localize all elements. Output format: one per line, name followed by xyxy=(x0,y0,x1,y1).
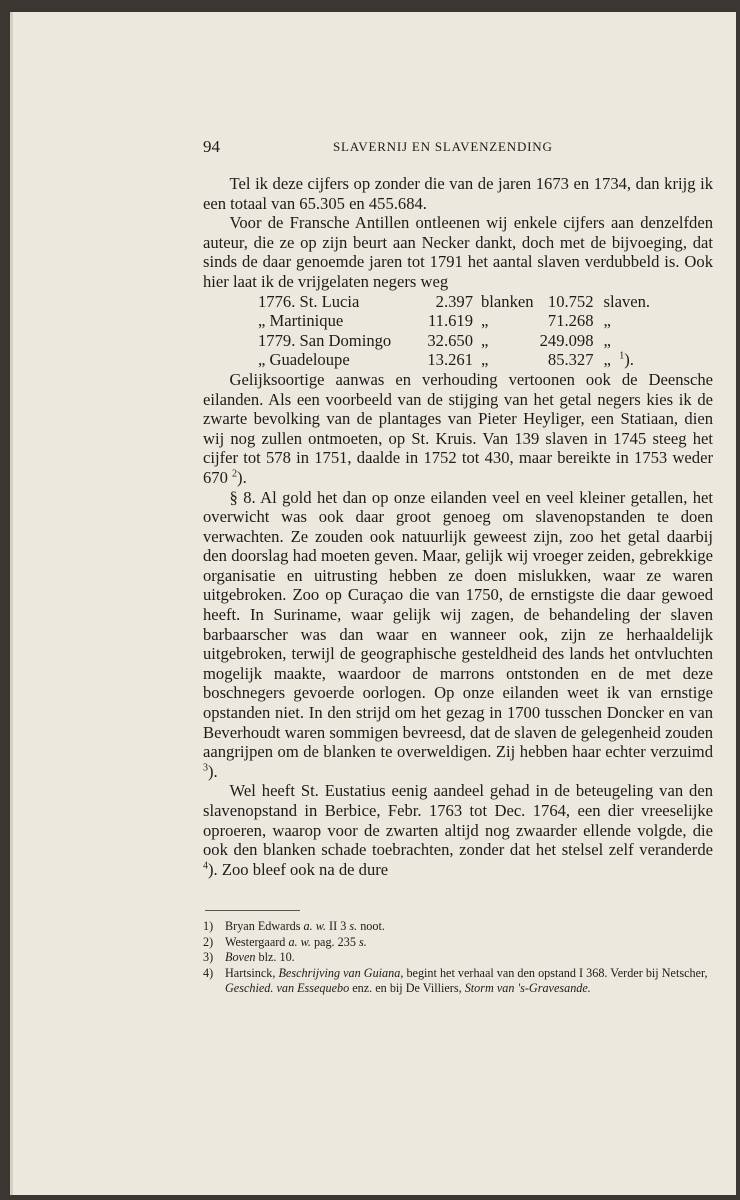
paragraph-4-end: ). xyxy=(208,761,218,781)
footnote-ref-2[interactable]: 2 xyxy=(232,468,238,480)
footnote-ref-1[interactable]: 1 xyxy=(619,350,625,362)
whites-cell: 32.650 xyxy=(427,330,473,350)
whites-cell: 13.261 xyxy=(427,350,473,370)
footnote-1: 1) Bryan Edwards a. w. II 3 s. noot. xyxy=(203,919,385,933)
slaves-cell: 71.268 xyxy=(547,311,594,331)
page-header xyxy=(203,137,713,161)
table-row xyxy=(258,292,650,312)
place-cell: 1776. St. Lucia xyxy=(258,291,360,311)
footnote-3: 3) Boven blz. 10. xyxy=(203,950,295,965)
label-cell: „ xyxy=(481,350,489,370)
running-title: SLAVERNIJ EN SLAVENZENDING xyxy=(333,139,553,154)
paragraph-4 xyxy=(203,488,713,782)
paragraph-5-text: Wel heeft St. Eustatius eenig aandeel gehad in de beteugeling van den slavenopstand in Berbice, Febr. 1763 tot Dec. 1764, een dier vreeselijke oproeren, waarop voor de zwarten altijd nog zwaarder ellende volgde, die ook den blanken schade toebrachten, zonder dat het stelsel zelf veranderde xyxy=(203,781,713,860)
whites-cell: 11.619 xyxy=(427,311,473,331)
slaves-cell: 85.327 xyxy=(547,350,594,370)
paragraph-3 xyxy=(203,370,713,488)
place-cell: „ Martinique xyxy=(258,311,344,331)
book-page xyxy=(10,12,736,1195)
paragraph-2: Voor de Fransche Antillen ontleenen wij enkele cijfers aan denzelfden auteur, die ze op zijn beurt aan Necker dankt, doch met de bijvoeging, dat sinds de daar genoemde jaren tot 1791 het aantal slaven verdubbeld is. Ook hier laat ik de vrijgelaten negers weg xyxy=(203,213,713,291)
footnote-ref-3[interactable]: 3 xyxy=(203,762,208,774)
table-row xyxy=(258,311,650,331)
paragraph-3-end: ). xyxy=(237,467,247,487)
unit-cell: „ xyxy=(603,311,611,331)
paragraph-5 xyxy=(203,781,713,879)
paragraph-3-text: Gelijksoortige aanwas en verhouding vertoonen ook de Deensche eilanden. Als een voorbeeld van de stijging van het getal negers kies ik de zwarte bevolking van de plantages van Pieter Heyliger, een Statiaan, dien wij nog zullen ontmoeten, op St. Kruis. Van 139 slaven in 1745 steeg het cijfer tot 578 in 1751, daalde in 1752 tot 430, maar bereikte in 1753 weder 670 xyxy=(203,369,713,487)
paragraph-5-end: ). Zoo bleef ook na de dure xyxy=(208,859,389,879)
place-cell: „ Guadeloupe xyxy=(258,350,350,370)
whites-cell: 2.397 xyxy=(435,291,473,311)
label-cell: „ xyxy=(481,311,489,331)
unit-cell: „ xyxy=(603,330,611,350)
footnote-ref-4[interactable]: 4 xyxy=(203,860,208,872)
label-cell: „ xyxy=(481,330,489,350)
paragraph-1: Tel ik deze cijfers op zonder die van de jaren 1673 en 1734, dan krijg ik een totaal van 65.305 en 455.684. xyxy=(203,174,713,213)
footnote-2: 2) Westergaard a. w. pag. 235 s. xyxy=(203,934,367,949)
table-row xyxy=(258,350,650,370)
place-cell: 1779. San Domingo xyxy=(258,330,392,350)
slaves-cell: 249.098 xyxy=(539,330,594,350)
unit-cell: „ $^1$). xyxy=(603,350,634,370)
footnote-4: 4) Hartsinck, Beschrijving van Guiana, begint het verhaal van den opstand I 368. Verder bij Netscher, Geschied. van Essequebo enz. en bij De Villiers, Storm van 's-Gravesande. xyxy=(203,965,708,996)
body-text xyxy=(203,174,713,879)
slaves-cell: 10.752 xyxy=(547,291,594,311)
page-number: 94 xyxy=(203,137,220,156)
footnotes xyxy=(203,919,713,997)
population-table xyxy=(258,292,650,370)
table-row xyxy=(258,331,650,351)
unit-cell: slaven. xyxy=(603,291,651,311)
label-cell: blanken xyxy=(481,291,534,311)
paragraph-4-text: § 8. Al gold het dan op onze eilanden veel en veel kleiner getallen, het overwicht was ook daar groot genoeg om slavenopstanden te doen verwachten. Ze zouden ook natuurlijk geweest zijn, zoo het getal daarbij den doorslag had moeten geven. Maar, gelijk wij vroeger zeiden, gebrekkige organisatie en uitrusting hebben ze doen mislukken, waar ze waren uitgebroken. Zoo op Curaçao die van 1750, de ernstigste die daar gewoed heeft. In Suriname, waar gelijk wij zagen, de behandeling der slaven barbaarscher was dan waar en wanneer ook, zijn ze herhaaldelijk uitgebroken, terwijl de geographische gesteldheid des lands het ontvluchten mogelijk maakte, waardoor de marrons ontstonden en de met deze boschnegers gevoerde oorlogen. Op onze eilanden weet ik van ernstige opstanden niet. In den strijd om het gezag in 1700 tusschen Doncker en van Beverhoudt waren sommigen bevreesd, dat de slaven de gelegenheid zouden aangrijpen om de blanken te overweldigen. Zij hebben haar echter verzuimd xyxy=(203,487,713,762)
footnote-rule xyxy=(205,910,300,911)
